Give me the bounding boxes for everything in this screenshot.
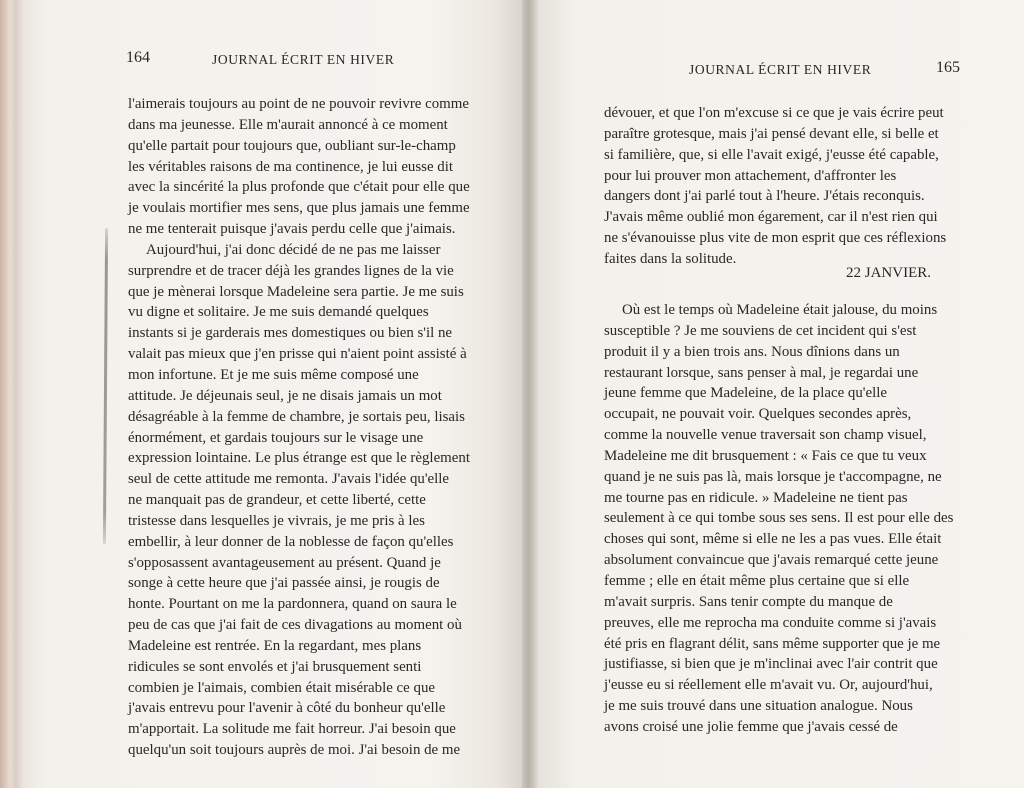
text-line: mon infortune. Et je me suis même composé une: [128, 366, 419, 383]
text-line: restaurant lorsque, sans penser à mal, je regardai une: [604, 364, 919, 381]
text-line: ne manquait pas de grandeur, et cette liberté, cette: [128, 492, 426, 509]
text-line: quelqu'un soit toujours auprès de moi. J'ai besoin de me: [128, 742, 461, 759]
text-line: susceptible ? Je me souviens de cet incident qui s'est: [604, 322, 917, 339]
text-line: ne me tenterait puisque j'avais perdu celle que j'aimais.: [128, 221, 456, 238]
text-line: m'apportait. La solitude me fait horreur. J'ai besoin que: [128, 721, 456, 738]
text-line: les véritables raisons de ma continence, je lui eusse dit: [128, 158, 454, 175]
text-line: que je mènerai lorsque Madeleine sera partie. Je me suis: [128, 283, 464, 300]
text-line: valait pas mieux que j'en prisse qui n'aient point assisté à: [128, 346, 467, 363]
text-line: J'avais même oublié mon égarement, car il n'est rien qui: [604, 209, 938, 226]
text-line: j'eusse eu si réellement elle m'avait vu. Or, aujourd'hui,: [604, 677, 933, 694]
page-edges: [0, 0, 44, 788]
book-gutter: [522, 0, 538, 788]
right-page-number: 165: [936, 59, 960, 76]
text-line: jeune femme que Madeleine, de la place qu'elle: [604, 385, 887, 402]
text-line: combien je l'aimais, combien était misérable ce que: [128, 679, 435, 696]
text-line: qu'elle partait pour toujours que, oubliant sur-le-champ: [128, 137, 456, 154]
text-line: instants si je garderais mes domestiques ou bien s'il ne: [128, 325, 453, 342]
text-line: paraître grotesque, mais j'ai pensé devant elle, si belle et: [604, 125, 939, 142]
text-line: l'aimerais toujours au point de ne pouvoir revivre comme: [128, 96, 469, 112]
text-line: seulement à ce qui tombe sous ses sens. Il est pour elle des: [604, 510, 954, 527]
left-page-body: [128, 94, 484, 761]
text-line: femme ; elle en était même plus certaine que si elle: [604, 572, 910, 589]
text-line: Madeleine me dit brusquement : « Fais ce que tu veux: [604, 447, 927, 464]
date-heading: 22 JANVIER.: [846, 265, 931, 281]
text-line: désagréable à la femme de chambre, je sortais peu, lisais: [128, 408, 465, 425]
right-running-header: JOURNAL ÉCRIT EN HIVER: [689, 62, 872, 77]
text-line: justifiasse, si bien que je m'inclinai avec l'air contrit que: [604, 656, 938, 673]
text-line: j'avais entrevu pour l'avenir à côté du bonheur qu'elle: [128, 700, 446, 717]
text-line: surprendre et de tracer déjà les grandes lignes de la vie: [128, 262, 454, 279]
text-line: dans ma jeunesse. Elle m'aurait annoncé à ce moment: [128, 116, 448, 133]
text-line: occupait, ne pouvait voir. Quelques secondes après,: [604, 406, 912, 423]
text-line: Madeleine est rentrée. En la regardant, mes plans: [128, 637, 422, 654]
text-line: preuves, elle me reprocha ma conduite comme si j'avais: [604, 614, 937, 631]
text-line: tristesse dans lesquelles je vivrais, je me pris à les: [128, 512, 425, 529]
text-line: quand je ne suis pas là, mais lorsque je t'accompagne, ne: [604, 468, 942, 485]
text-line: me tourne pas en ridicule. » Madeleine ne tient pas: [604, 489, 908, 506]
text-line: honte. Pourtant on me la pardonnera, quand on saura le: [128, 596, 457, 613]
text-line: dévouer, et que l'on m'excuse si ce que je vais écrire peut: [604, 105, 944, 121]
text-line: Aujourd'hui, j'ai donc décidé de ne pas me laisser: [146, 241, 441, 258]
text-line: dangers dont j'ai parlé tout à l'heure. J'étais reconquis.: [604, 188, 925, 205]
text-line: attitude. Je déjeunais seul, je ne disais jamais un mot: [128, 387, 442, 404]
text-line: peu de cas que j'ai fait de ces divagations au moment où: [128, 617, 462, 634]
text-line: comme la nouvelle venue traversait son champ visuel,: [604, 427, 927, 444]
text-line: je me suis trouvé dans une situation analogue. Nous: [604, 698, 913, 715]
text-line: Où est le temps où Madeleine était jalouse, du moins: [622, 302, 938, 318]
text-line: ridicules se sont envolés et j'ai brusquement senti: [128, 658, 422, 675]
text-line: je voulais mortifier mes sens, que plus jamais une femme: [128, 200, 470, 217]
text-line: avec la sincérité la plus profonde que c'était pour elle que: [128, 179, 470, 196]
text-line: absolument convaincue que j'avais remarqué cette jeune: [604, 552, 939, 569]
right-page-body-top: [604, 103, 960, 270]
text-line: produit il y a bien trois ans. Nous dînions dans un: [604, 343, 900, 360]
right-page-body-bottom: [604, 300, 960, 738]
text-line: seul de cette attitude me remonta. J'avais l'idée qu'elle: [128, 471, 450, 488]
text-line: énormément, et gardais toujours sur le visage une: [128, 429, 424, 446]
text-line: vu digne et solitaire. Je me suis demandé quelques: [128, 304, 429, 321]
text-line: si familière, que, si elle l'avait exigé, j'eusse été capable,: [604, 146, 939, 163]
text-line: pour lui prouver mon attachement, d'affronter les: [604, 167, 897, 184]
text-line: expression lointaine. Le plus étrange est que le règlement: [128, 450, 470, 467]
text-line: avons croisé une jolie femme que j'avais cessé de: [604, 718, 898, 735]
text-line: faites dans la solitude.: [604, 250, 737, 267]
text-line: songe à cette heure que j'ai passée ainsi, je rougis de: [128, 575, 440, 592]
text-line: ne s'évanouisse plus vite de mon esprit que ces réflexions: [604, 230, 947, 247]
left-running-header: JOURNAL ÉCRIT EN HIVER: [212, 52, 395, 67]
text-line: m'avait surpris. Sans tenir compte du manque de: [604, 593, 893, 610]
left-page-number: 164: [126, 49, 150, 66]
text-line: s'opposassent avantageusement au présent. Quand je: [128, 554, 441, 571]
text-line: été pris en flagrant délit, sans même supporter que je me: [604, 635, 941, 652]
text-line: embellir, à leur donner de la noblesse de façon qu'elles: [128, 533, 454, 550]
text-line: choses qui sont, même si elle ne les a pas vues. Elle était: [604, 531, 942, 548]
